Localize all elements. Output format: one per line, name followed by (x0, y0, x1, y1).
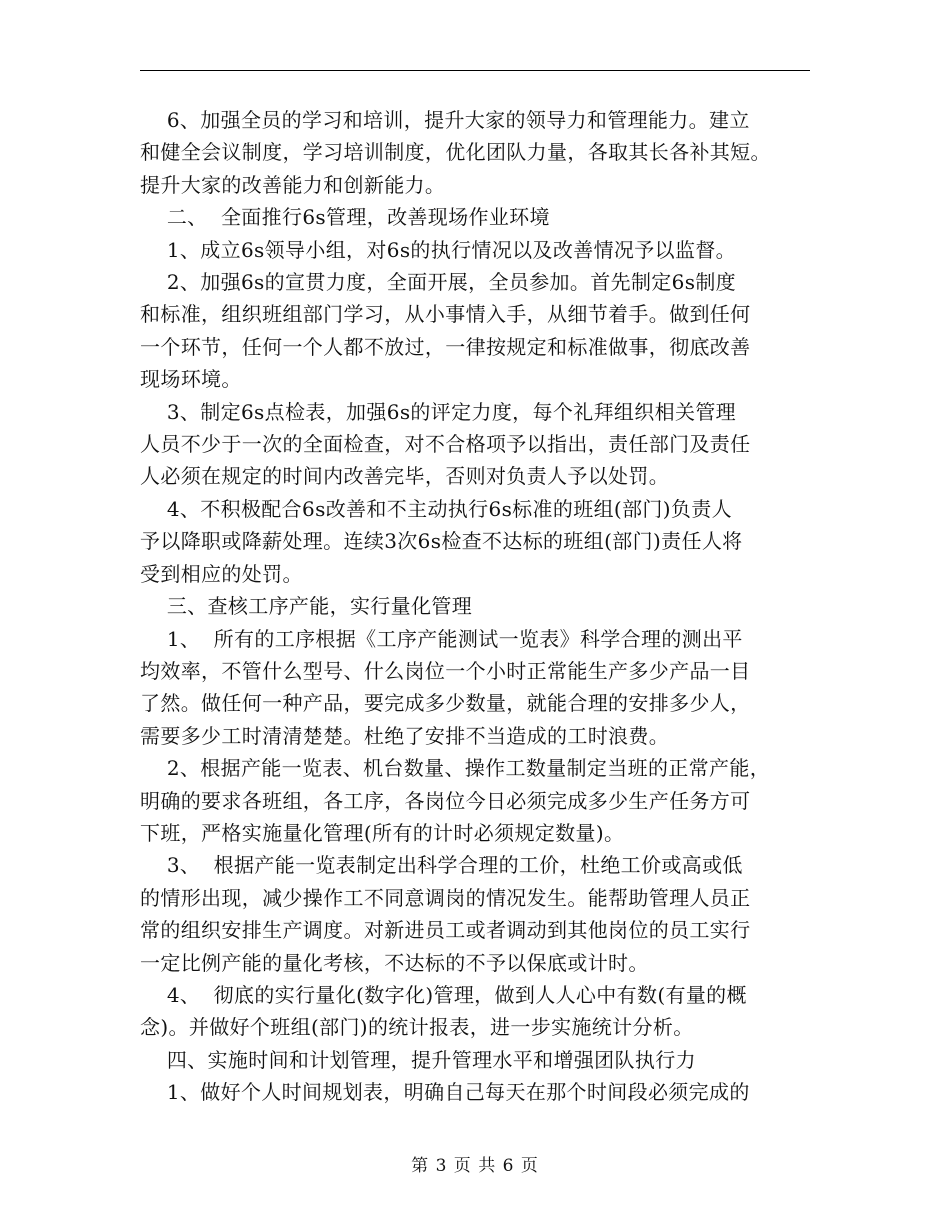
section-heading-time-plan: 四、实施时间和计划管理，提升管理水平和增强团队执行力 (140, 1047, 696, 1072)
paragraph-time-plan-personal: 1、做好个人时间规划表，明确自己每天在那个时间段必须完成的 (140, 1080, 750, 1105)
section-heading-capacity: 三、查核工序产能，实行量化管理 (140, 594, 473, 619)
document-body (140, 104, 810, 1109)
paragraph-capacity-shift: 2、根据产能一览表、机台数量、操作工数量制定当班的正常产能， 明确的要求各班组，各工序，各岗位今日必须完成多少生产任务方可 下班，严格实施量化管理(所有的计时必须规定数量)。 (140, 756, 771, 845)
paragraph-6-training: 6、加强全员的学习和培训，提升大家的领导力和管理能力。建立 和健全会议制度，学习培训制度，优化团队力量，各取其长各补其短。 提升大家的改善能力和创新能力。 (140, 108, 771, 197)
paragraph-6s-penalty: 4、不积极配合6s改善和不主动执行6s标准的班组(部门)负责人 予以降职或降薪处理。连续3次6s检查不达标的班组(部门)责任人将 受到相应的处罚。 (140, 496, 743, 586)
paragraph-6s-promotion: 2、加强6s的宣贯力度，全面开展，全员参加。首先制定6s制度 和标准，组织班组部门学习，从小事情入手，从细节着手。做到任何 一个环节，任何一个人都不放过，一律按规定和标准做事，彻底改善 现场环境。 (140, 270, 751, 392)
header-rule (140, 70, 810, 71)
paragraph-capacity-efficiency: 1、 所有的工序根据《工序产能测试一览表》科学合理的测出平 均效率，不管什么型号、什么岗位一个小时正常能生产多少产品一目 了然。做任何一种产品，要完成多少数量，就能合理的安排多少人， 需要多少工时清清楚楚。杜绝了安排不当造成的工时浪费。 (140, 626, 751, 748)
paragraph-6s-leadership: 1、成立6s领导小组，对6s的执行情况以及改善情况予以监督。 (140, 237, 737, 262)
paragraph-capacity-quantified: 4、 彻底的实行量化(数字化)管理，做到人人心中有数(有量的概 念)。并做好个班组(部门)的统计报表，进一步实施统计分析。 (140, 982, 747, 1040)
section-heading-6s: 二、 全面推行6s管理，改善现场作业环境 (140, 205, 550, 230)
paragraph-6s-checklist: 3、制定6s点检表，加强6s的评定力度，每个礼拜组织相关管理 人员不少于一次的全面检查，对不合格项予以指出，责任部门及责任 人必须在规定的时间内改善完毕，否则对负责人予以处罚。 (140, 399, 751, 489)
paragraph-capacity-wage: 3、 根据产能一览表制定出科学合理的工价，杜绝工价或高或低 的情形出现，减少操作工不同意调岗的情况发生。能帮助管理人员正 常的组织安排生产调度。对新进员工或者调动到其他岗位的员工实行 一定比例产能的量化考核，不达标的不予以保底或计时。 (140, 853, 751, 975)
page-footer: 第 3 页 共 6 页 (411, 1156, 539, 1176)
